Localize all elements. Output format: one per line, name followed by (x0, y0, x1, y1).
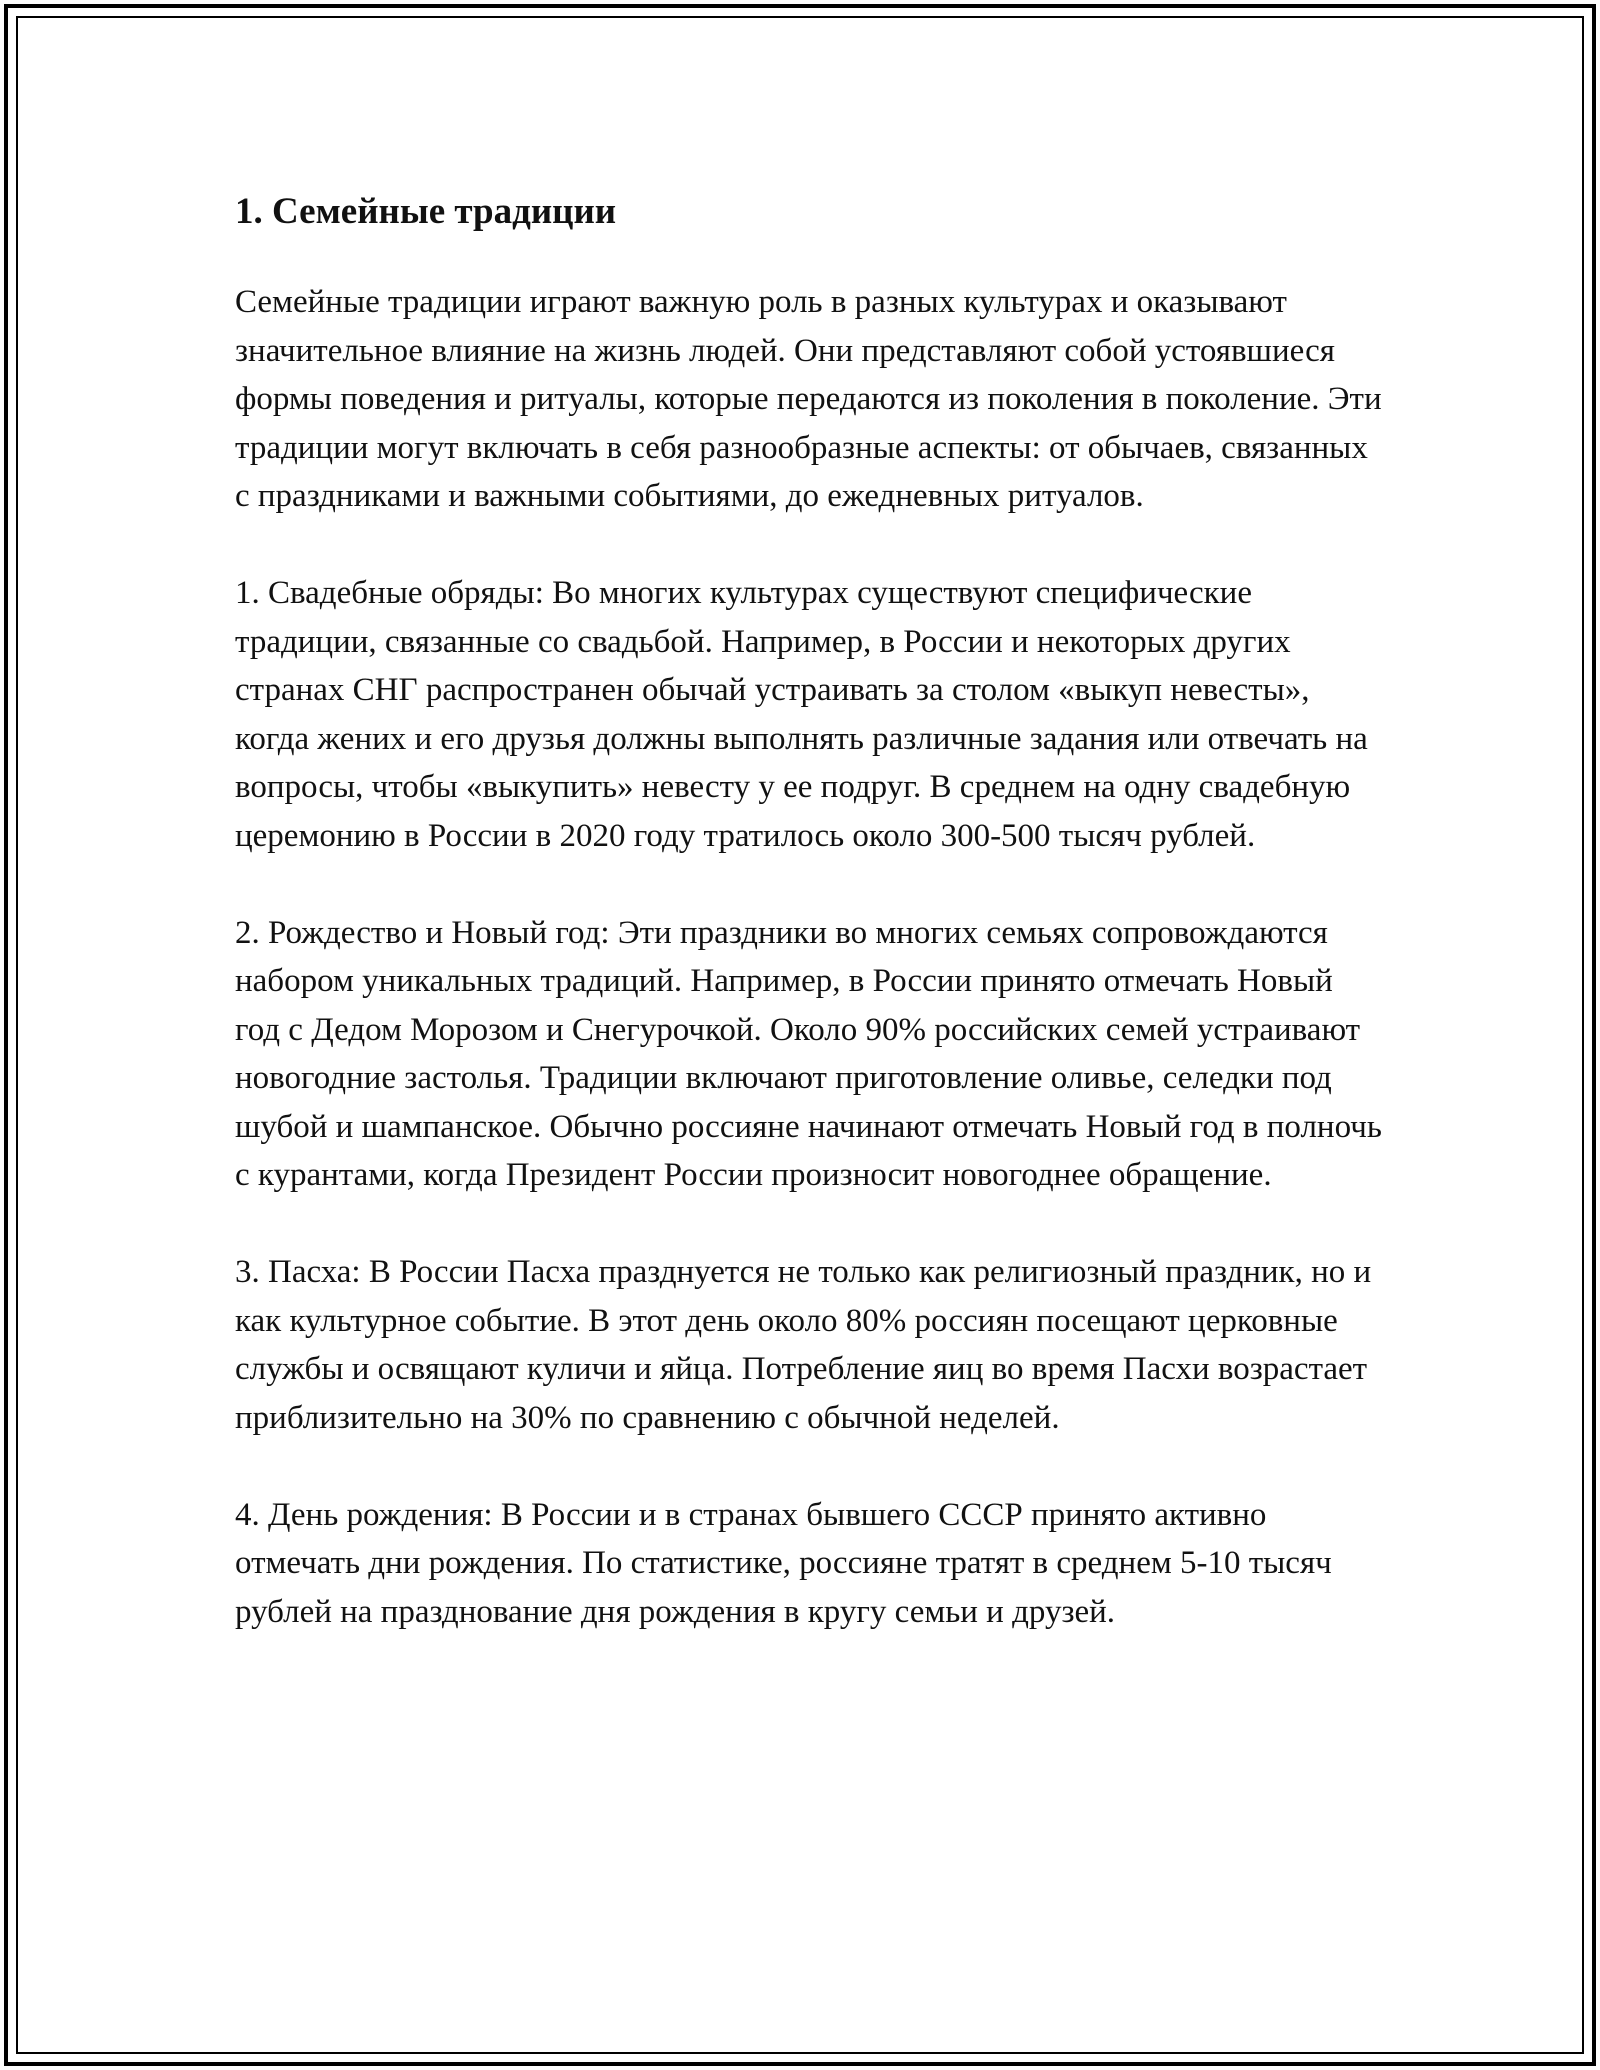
new-year-paragraph: 2. Рождество и Новый год: Эти праздники во многих семьях сопровождаются набором уникальных традиций. Например, в России принято отмечать Новый год с Дедом Морозом и Снегурочкой. Около 90% российских семей устраивают новогодние застолья. Традиции включают приготовление оливье, селедки под шубой и шампанское. Обычно россияне начинают отмечать Новый год в полночь с курантами, когда Президент России произносит новогоднее обращение. (235, 914, 1382, 1193)
birthday-paragraph: 4. День рождения: В России и в странах бывшего СССР принято активно отмечать дни рождения. По статистике, россияне тратят в среднем 5-10 тысяч рублей на празднование дня рождения в кругу семьи и друзей. (235, 1496, 1332, 1630)
easter-paragraph: 3. Пасха: В России Пасха празднуется не только как религиозный праздник, но и как культурное событие. В этот день около 80% россиян посещают церковные службы и освящают куличи и яйца. Потребление яиц во время Пасхи возрастает приблизительно на 30% по сравнению с обычной неделей. (235, 1254, 1372, 1436)
section-heading: 1. Семейные традиции (235, 191, 617, 232)
intro-paragraph: Семейные традиции играют важную роль в разных культурах и оказывают значительное влияние на жизнь людей. Они представляют собой устоявшиеся формы поведения и ритуалы, которые передаются из поколения в поколение. Эти традиции могут включать в себя разнообразные аспекты: от обычаев, связанных с праздниками и важными событиями, до ежедневных ритуалов. (235, 284, 1382, 514)
document-body (235, 186, 1385, 1636)
wedding-paragraph: 1. Свадебные обряды: Во многих культурах существуют специфические традиции, связанные со свадьбой. Например, в России и некоторых других странах СНГ распространен обычай устраивать за столом «выкуп невесты», когда жених и его друзья должны выполнять различные задания или отвечать на вопросы, чтобы «выкупить» невесту у ее подруг. В среднем на одну свадебную церемонию в России в 2020 году тратилось около 300-500 тысяч рублей. (235, 575, 1368, 854)
